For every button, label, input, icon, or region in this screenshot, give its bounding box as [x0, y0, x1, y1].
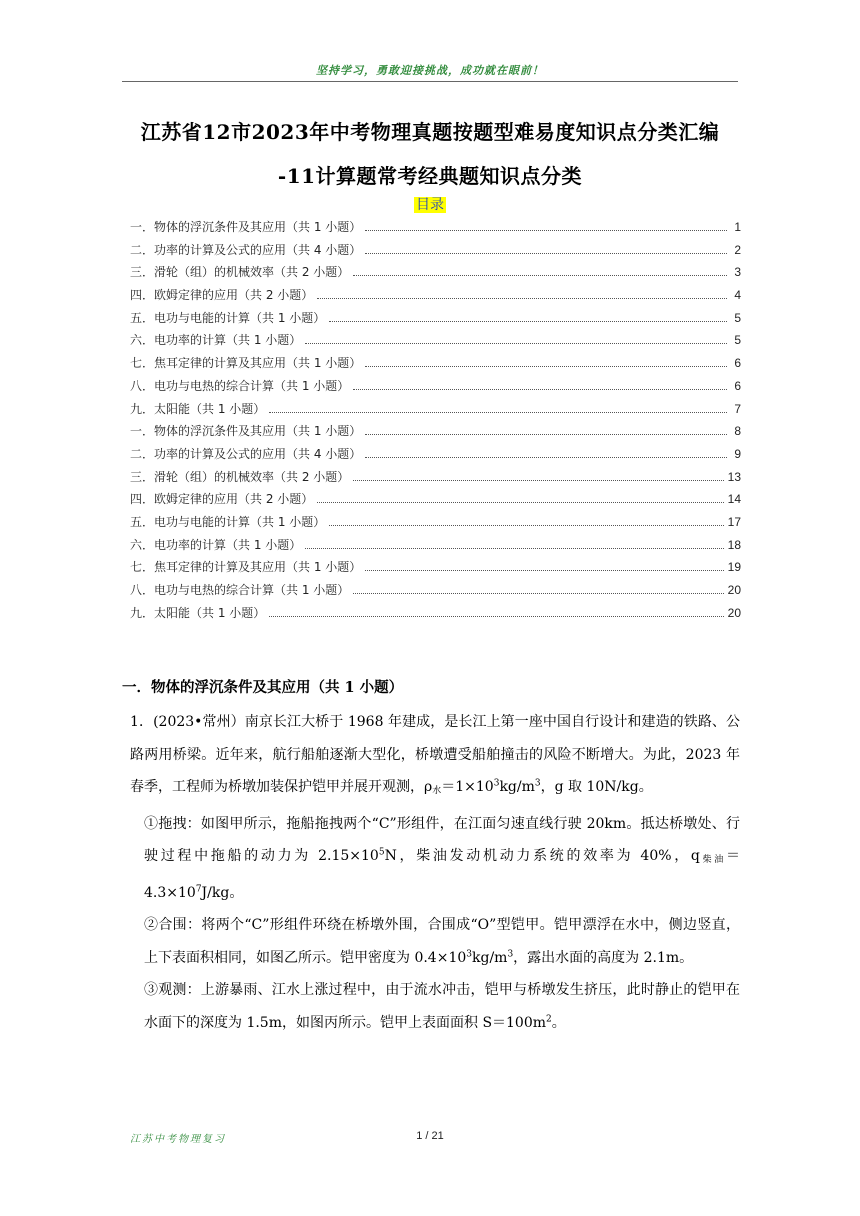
toc-entry-page: 17	[727, 514, 741, 529]
problem-intro: 1．(2023•常州）南京长江大桥于 1968 年建成，是长江上第一座中国自行设计和建造的铁路、公路两用桥梁。近年来，航行船舶逐渐大型化，桥墩遭受船舶撞击的风险不断增大。为此，2023 年春季，工程师为桥墩加装保护铠甲并展开观测，$\rho_水=1\times 10^3kg/m^3$，g 取 10N/kg。	[130, 714, 740, 796]
document-title-line-1: 江苏省12市2023年中考物理真题按题型难易度知识点分类汇编	[140, 120, 720, 144]
toc-entry-label: 功率的计算及公式的应用（共 4 小题）	[154, 446, 362, 461]
toc-entry-label: 焦耳定律的计算及其应用（共 1 小题）	[154, 560, 362, 575]
toc-entry-number: 六．	[130, 537, 155, 552]
problem-step-2: ②合围：将两个“C”形组件环绕在桥墩外围，合围成“O”型铠甲。铠甲漂浮在水中，侧边竖直，上下表面积相同，如图乙所示。铠甲密度为 $0.4\times 10^3kg/m^3$，露出水面的高度为 2.1m。	[144, 917, 740, 966]
toc-entry[interactable]	[130, 581, 741, 604]
toc-entry-page: 5	[734, 310, 741, 325]
toc-entry-page: 4	[734, 288, 741, 303]
toc-entry[interactable]	[130, 445, 741, 468]
toc-entry-number: 七．	[130, 560, 155, 575]
toc-entry-number: 八．	[130, 583, 155, 597]
toc-entry-number: 九．	[130, 605, 155, 620]
toc-entry-page: 6	[734, 378, 741, 393]
toc-dot-leader	[269, 402, 727, 413]
toc-dot-leader	[317, 288, 727, 299]
header-motto: 坚持学习，勇敢迎接挑战，成功就在眼前！	[316, 64, 544, 77]
toc-dot-leader	[353, 470, 723, 481]
toc-dot-leader	[269, 606, 723, 617]
toc-entry-page: 1	[734, 220, 741, 234]
toc-entry-page: 9	[734, 446, 741, 461]
toc-entry[interactable]	[130, 468, 741, 491]
toc-entry-label: 欧姆定律的应用（共 2 小题）	[154, 492, 314, 507]
toc-entry-number: 六．	[130, 333, 155, 348]
toc-entry[interactable]	[130, 604, 741, 627]
toc-heading: 目录	[416, 197, 444, 213]
toc-entry-page: 18	[727, 537, 741, 552]
toc-entry[interactable]	[130, 513, 741, 536]
toc-entry[interactable]	[130, 536, 741, 559]
toc-entry[interactable]	[130, 490, 741, 513]
toc-entry-label: 滑轮（组）的机械效率（共 2 小题）	[154, 265, 350, 280]
toc-entry-label: 滑轮（组）的机械效率（共 2 小题）	[154, 469, 350, 484]
toc-entry-number: 一．	[130, 220, 155, 234]
toc-entry[interactable]	[130, 218, 741, 241]
toc-dot-leader	[365, 356, 727, 367]
toc-entry[interactable]	[130, 558, 741, 581]
header-divider	[122, 81, 738, 82]
toc-entry-number: 四．	[130, 288, 155, 303]
toc-dot-leader	[329, 515, 723, 526]
problem-step-3: ③观测：上游暴雨、江水上涨过程中，由于流水冲击，铠甲与桥墩发生挤压，此时静止的铠甲在水面下的深度为 1.5m，如图丙所示。铠甲上表面面积 $S=100m^2$。	[144, 982, 740, 1031]
toc-entry-label: 焦耳定律的计算及其应用（共 1 小题）	[154, 356, 362, 371]
toc-entry-page: 8	[734, 424, 741, 439]
toc-entry-number: 三．	[130, 469, 155, 484]
page-number: 1 / 21	[416, 1130, 444, 1142]
toc-entry-number: 二．	[130, 446, 155, 461]
toc-entry-number: 二．	[130, 242, 155, 257]
toc-entry[interactable]	[130, 354, 741, 377]
toc-entry-label: 物体的浮沉条件及其应用（共 1 小题）	[154, 424, 362, 439]
toc-dot-leader	[329, 311, 727, 322]
toc-entry-page: 19	[727, 560, 741, 575]
toc-entry-label: 功率的计算及公式的应用（共 4 小题）	[154, 242, 362, 257]
toc-entry-page: 5	[734, 333, 741, 348]
toc-entry[interactable]	[130, 309, 741, 332]
toc-entry-label: 欧姆定律的应用（共 2 小题）	[154, 288, 314, 303]
toc-dot-leader	[305, 333, 727, 344]
toc-entry-page: 20	[727, 605, 741, 620]
toc-dot-leader	[317, 492, 723, 503]
toc-entry-number: 三．	[130, 265, 155, 280]
toc-entry-page: 7	[734, 401, 741, 416]
toc-entry-label: 电功与电能的计算（共 1 小题）	[154, 514, 326, 529]
toc-entry-label: 电功与电能的计算（共 1 小题）	[154, 310, 326, 325]
toc-entry-label: 物体的浮沉条件及其应用（共 1 小题）	[154, 220, 362, 234]
toc-entry[interactable]	[130, 331, 741, 354]
toc-entry-label: 电功与电热的综合计算（共 1 小题）	[154, 378, 350, 393]
toc-entry[interactable]	[130, 377, 741, 400]
toc-entry-number: 五．	[130, 310, 155, 325]
toc-entry-page: 20	[727, 583, 741, 597]
toc-entry-number: 七．	[130, 356, 155, 371]
toc-entry-page: 13	[727, 469, 741, 484]
toc-entry-number: 九．	[130, 401, 155, 416]
toc-entry-number: 五．	[130, 514, 155, 529]
toc-entry[interactable]	[130, 241, 741, 264]
problem-1	[130, 706, 740, 1039]
toc-dot-leader	[305, 538, 723, 549]
toc-entry[interactable]	[130, 422, 741, 445]
toc-entry-page: 6	[734, 356, 741, 371]
toc-entry[interactable]	[130, 286, 741, 309]
toc-entry-label: 太阳能（共 1 小题）	[154, 605, 266, 620]
toc-entry-label: 太阳能（共 1 小题）	[154, 401, 266, 416]
toc-entry[interactable]	[130, 263, 741, 286]
toc-dot-leader	[365, 243, 727, 254]
toc-dot-leader	[365, 560, 723, 571]
document-title-line-2: -11计算题常考经典题知识点分类	[277, 164, 583, 188]
toc-entry-label: 电功率的计算（共 1 小题）	[154, 333, 302, 348]
problem-step-1: ①拖拽：如图甲所示，拖船拖拽两个“C”形组件，在江面匀速直线行驶 20km。抵达桥墩处、行驶过程中拖船的动力为 $2.15\times 10^5N$，柴油发动机动力系统的效率为 40%，$q_{柴油}=4.3\times 10^7J/kg$。	[144, 815, 740, 901]
toc-entry-page: 3	[734, 265, 741, 280]
table-of-contents	[130, 218, 741, 626]
footer-label: 江苏中考物理复习	[130, 1134, 226, 1145]
toc-dot-leader	[353, 379, 727, 390]
toc-dot-leader	[365, 447, 727, 458]
toc-entry-page: 14	[727, 492, 741, 507]
toc-dot-leader	[353, 265, 727, 276]
toc-entry-number: 一．	[130, 424, 155, 439]
toc-entry[interactable]	[130, 400, 741, 423]
toc-entry-number: 四．	[130, 492, 155, 507]
section-heading: 一．物体的浮沉条件及其应用（共 1 小题）	[122, 679, 404, 696]
toc-entry-label: 电功与电热的综合计算（共 1 小题）	[154, 583, 350, 597]
toc-entry-page: 2	[734, 242, 741, 257]
toc-entry-number: 八．	[130, 378, 155, 393]
toc-dot-leader	[365, 424, 727, 435]
toc-dot-leader	[365, 220, 727, 231]
toc-dot-leader	[353, 583, 723, 594]
toc-entry-label: 电功率的计算（共 1 小题）	[154, 537, 302, 552]
